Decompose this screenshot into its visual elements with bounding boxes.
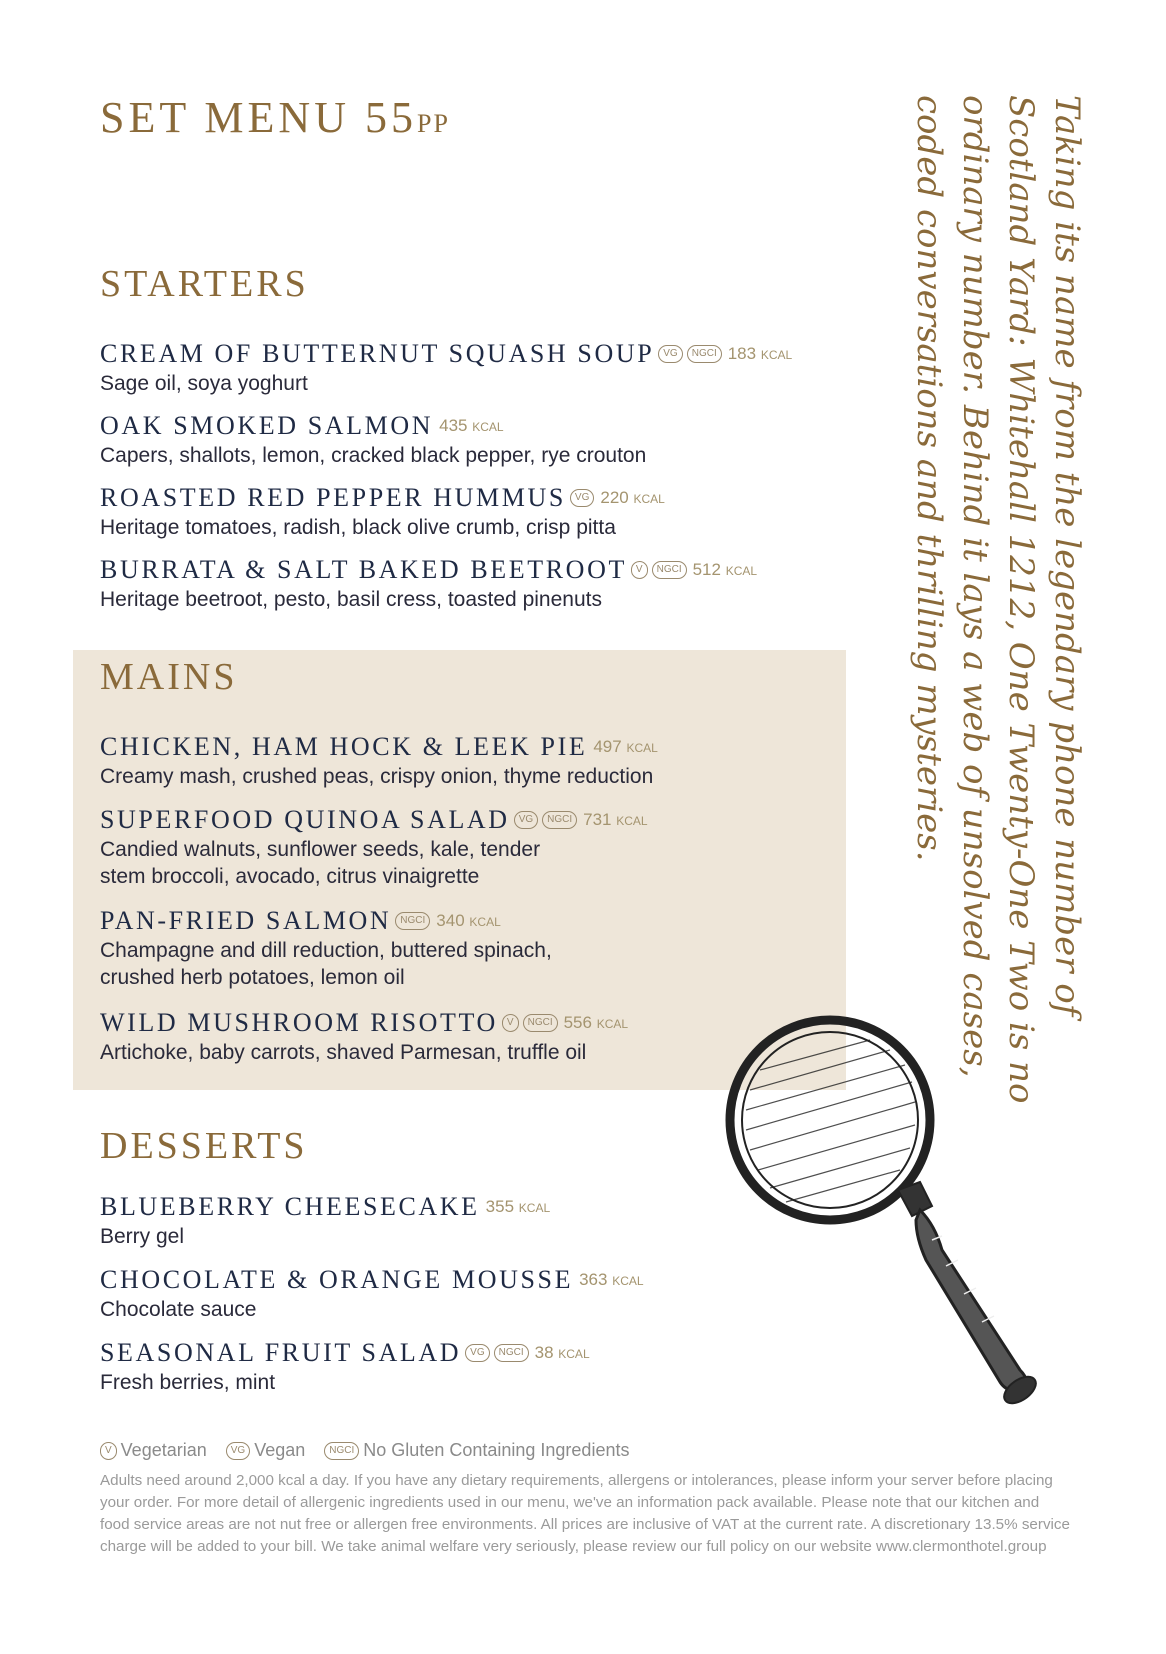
menu-item: OAK SMOKED SALMON 435 KCAL Capers, shallots, lemon, cracked black pepper, rye crouton bbox=[100, 409, 860, 469]
dish-description: Candied walnuts, sunflower seeds, kale, tender bbox=[100, 837, 541, 861]
menu-item: WILD MUSHROOM RISOTTO V NGCI 556 KCAL Artichoke, baby carrots, shaved Parmesan, truffle oil bbox=[100, 1006, 860, 1066]
dish-description: Champagne and dill reduction, buttered spinach, bbox=[100, 938, 552, 962]
dish-description: Sage oil, soya yoghurt bbox=[100, 371, 308, 395]
mains-heading: MAINS bbox=[100, 656, 238, 698]
menu-item: ROASTED RED PEPPER HUMMUS VG 220 KCAL Heritage tomatoes, radish, black olive crumb, crisp pitta bbox=[100, 481, 860, 541]
menu-item: SEASONAL FRUIT SALAD VG NGCI 38 KCAL Fresh berries, mint bbox=[100, 1336, 860, 1396]
ngci-badge: NGCI bbox=[395, 912, 430, 930]
dish-description: Berry gel bbox=[100, 1224, 185, 1248]
kcal-value: 497 KCAL bbox=[593, 736, 658, 756]
vegetarian-badge: V bbox=[502, 1014, 519, 1032]
vegan-badge: VG bbox=[514, 811, 538, 829]
vegan-badge: VG bbox=[570, 489, 594, 507]
dish-description: Capers, shallots, lemon, cracked black pepper, rye crouton bbox=[100, 443, 647, 467]
allergen-footnote: Adults need around 2,000 kcal a day. If you have any dietary requirements, allergens or intolerances, please inform your server before placing your order. For more detail of allergenic ingredients used in our menu, we've an information pack available. Please note that our kitchen and food service areas are not nut free or allergen free environments. All prices are inclusive of VAT at the current rate. A discretionary 13.5% service charge will be added to your bill. We take animal welfare very seriously, please review our full policy on our website www.clermonthotel.group bbox=[100, 1472, 1070, 1555]
ngci-badge: NGCI bbox=[652, 561, 687, 579]
magnifying-glass-illustration bbox=[720, 1010, 1120, 1450]
story-text: Taking its name from the legendary phone number of Scotland Yard: Whitehall 1212, One Twenty-One Two is no ordinary number. Behind it lays a web of unsolved cases, coded conversations and thrilling mysteries. bbox=[909, 95, 1087, 1104]
kcal-value: 363 KCAL bbox=[579, 1269, 644, 1289]
vegan-badge: VG bbox=[465, 1344, 489, 1362]
dish-description: Creamy mash, crushed peas, crispy onion, thyme reduction bbox=[100, 764, 654, 788]
kcal-value: 556 KCAL bbox=[563, 1012, 629, 1032]
kcal-value: 731 KCAL bbox=[583, 809, 648, 829]
menu-item: SUPERFOOD QUINOA SALAD VG NGCI 731 KCAL Candied walnuts, sunflower seeds, kale, tender stem broccoli, avocado, citrus vinaigrette bbox=[100, 803, 860, 890]
menu-item: CHICKEN, HAM HOCK & LEEK PIE 497 KCAL Creamy mash, crushed peas, crispy onion, thyme reduction bbox=[100, 730, 860, 790]
dish-description: Heritage tomatoes, radish, black olive crumb, crisp pitta bbox=[100, 515, 616, 539]
kcal-value: 183 KCAL bbox=[727, 343, 793, 363]
vegetarian-badge: V bbox=[631, 561, 648, 579]
vegetarian-badge: V bbox=[100, 1442, 117, 1460]
dish-description: Fresh berries, mint bbox=[100, 1370, 276, 1394]
kcal-value: 512 KCAL bbox=[692, 559, 758, 579]
kcal-value: 435 KCAL bbox=[439, 415, 504, 435]
menu-item: CREAM OF BUTTERNUT SQUASH SOUP VG NGCI 183 KCAL Sage oil, soya yoghurt bbox=[100, 337, 860, 397]
ngci-badge: NGCI bbox=[687, 345, 722, 363]
menu-item: BLUEBERRY CHEESECAKE 355 KCAL Berry gel bbox=[100, 1190, 860, 1250]
desserts-heading: DESSERTS bbox=[100, 1125, 308, 1167]
menu-item: BURRATA & SALT BAKED BEETROOT V NGCI 512 KCAL Heritage beetroot, pesto, basil cress, toasted pinenuts bbox=[100, 553, 860, 613]
dietary-legend: V Vegetarian VG Vegan NGCI No Gluten Containing Ingredients bbox=[100, 1440, 629, 1461]
ngci-badge: NGCI bbox=[523, 1014, 558, 1032]
dish-description-line2: stem broccoli, avocado, citrus vinaigrette bbox=[100, 864, 480, 888]
menu-item: CHOCOLATE & ORANGE MOUSSE 363 KCAL Chocolate sauce bbox=[100, 1263, 860, 1323]
kcal-value: 355 KCAL bbox=[485, 1196, 551, 1216]
menu-item: PAN-FRIED SALMON NGCI 340 KCAL Champagne and dill reduction, buttered spinach, crushed herb potatoes, lemon oil bbox=[100, 904, 860, 991]
ngci-badge: NGCI bbox=[324, 1442, 359, 1460]
dish-description-line2: crushed herb potatoes, lemon oil bbox=[100, 965, 405, 989]
kcal-value: 340 KCAL bbox=[436, 910, 501, 930]
starters-heading: STARTERS bbox=[100, 263, 309, 305]
page-title: SET MENU 55PP bbox=[100, 93, 450, 142]
kcal-value: 38 KCAL bbox=[534, 1342, 590, 1362]
dish-description: Chocolate sauce bbox=[100, 1297, 257, 1321]
dish-description: Heritage beetroot, pesto, basil cress, toasted pinenuts bbox=[100, 587, 602, 611]
ngci-badge: NGCI bbox=[542, 811, 577, 829]
vegan-badge: VG bbox=[658, 345, 682, 363]
kcal-value: 220 KCAL bbox=[600, 487, 665, 507]
dish-description: Artichoke, baby carrots, shaved Parmesan, truffle oil bbox=[100, 1040, 587, 1064]
ngci-badge: NGCI bbox=[494, 1344, 529, 1362]
vegan-badge: VG bbox=[226, 1442, 250, 1460]
